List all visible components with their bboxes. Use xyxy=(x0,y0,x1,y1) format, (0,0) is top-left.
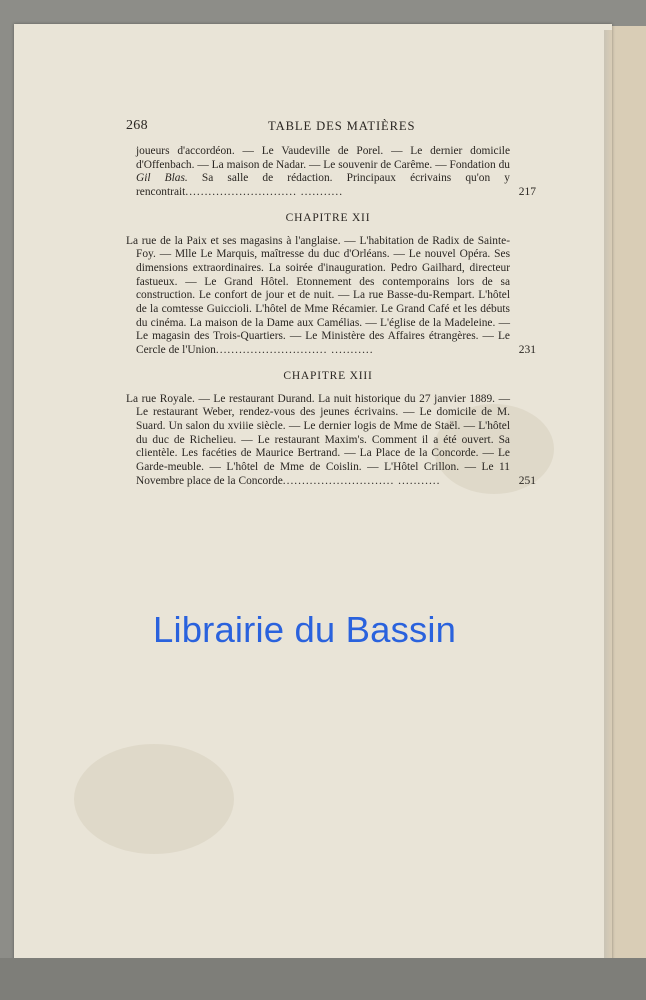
toc-page-number: 217 xyxy=(518,186,536,199)
watermark-text: Librairie du Bassin xyxy=(153,609,457,650)
toc-entry-text-after: Sa salle de rédaction. Principaux écrivains qu'on y rencontrait xyxy=(136,172,510,199)
running-head xyxy=(126,119,530,139)
leader-dots: ............................. ........... xyxy=(282,474,441,487)
scan-bed-bottom xyxy=(0,958,646,1000)
leader-dots: ............................. ........... xyxy=(215,344,374,357)
toc-entry xyxy=(126,392,536,489)
toc-entry xyxy=(126,145,536,200)
page-gutter-shadow xyxy=(604,30,612,960)
next-page-edge xyxy=(608,26,646,1000)
toc-page-number: 251 xyxy=(518,474,536,487)
page-number: 268 xyxy=(126,118,148,133)
toc-text-block xyxy=(126,118,536,494)
toc-entry-text: La rue Royale. — Le restaurant Durand. La nuit historique du 27 janvier 1889. — Le restaurant Weber, rendez-vous des jeunes écrivains. — Le domicile de M. Suard. Un salon du xviiie siècle. — Le dernier logis de Mme de Staël. — L'hôtel du duc de Richelieu. — Le restaurant Maxim's. Comment il a été ouvert. Sa clientèle. Les facéties de Maurice Bertrand. — La Place de la Concorde. — Le Garde-meuble. — L'hôtel de Mme de Coislin. — L'Hôtel Crillon. — Le 11 Novembre place de la Concorde xyxy=(126,392,510,487)
toc-entry-text: joueurs d'accordéon. — Le Vaudeville de Porel. — Le dernier domicile d'Offenbach. — La maison de Nadar. — Le souvenir de Carême. — Fondation du xyxy=(136,145,510,171)
leader-dots: ............................. ........... xyxy=(185,186,344,199)
running-title: TABLE DES MATIÈRES xyxy=(268,119,416,133)
chapter-heading: CHAPITRE XII xyxy=(285,211,371,224)
toc-entry-italic: Gil Blas. xyxy=(136,172,188,185)
toc-entry xyxy=(126,234,536,358)
chapter-heading: CHAPITRE XIII xyxy=(283,369,373,382)
toc-entry-text: La rue de la Paix et ses magasins à l'anglaise. — L'habitation de Radix de Sainte-Foy. — Mlle Le Marquis, maîtresse du duc d'Orléans. — Le nouvel Opéra. Ses dimensions extraordinaires. La soirée d'inauguration. Pedro Gailhard, directeur fastueux. — Le Grand Hôtel. Etonnement des contemporains lors de sa construction. Le confort de jour et de nuit. — La rue Basse-du-Rempart. L'hôtel de la comtesse Guiccioli. L'hôtel de Mme Récamier. Le Grand Café et les débuts du cinéma. La maison de la Dame aux Camélias. — L'église de la Madeleine. — Le magasin des Trois-Quartiers. — Le Ministère des Affaires étrangères. — Le Cercle de l'Union xyxy=(126,234,510,357)
toc-page-number: 231 xyxy=(518,344,536,357)
